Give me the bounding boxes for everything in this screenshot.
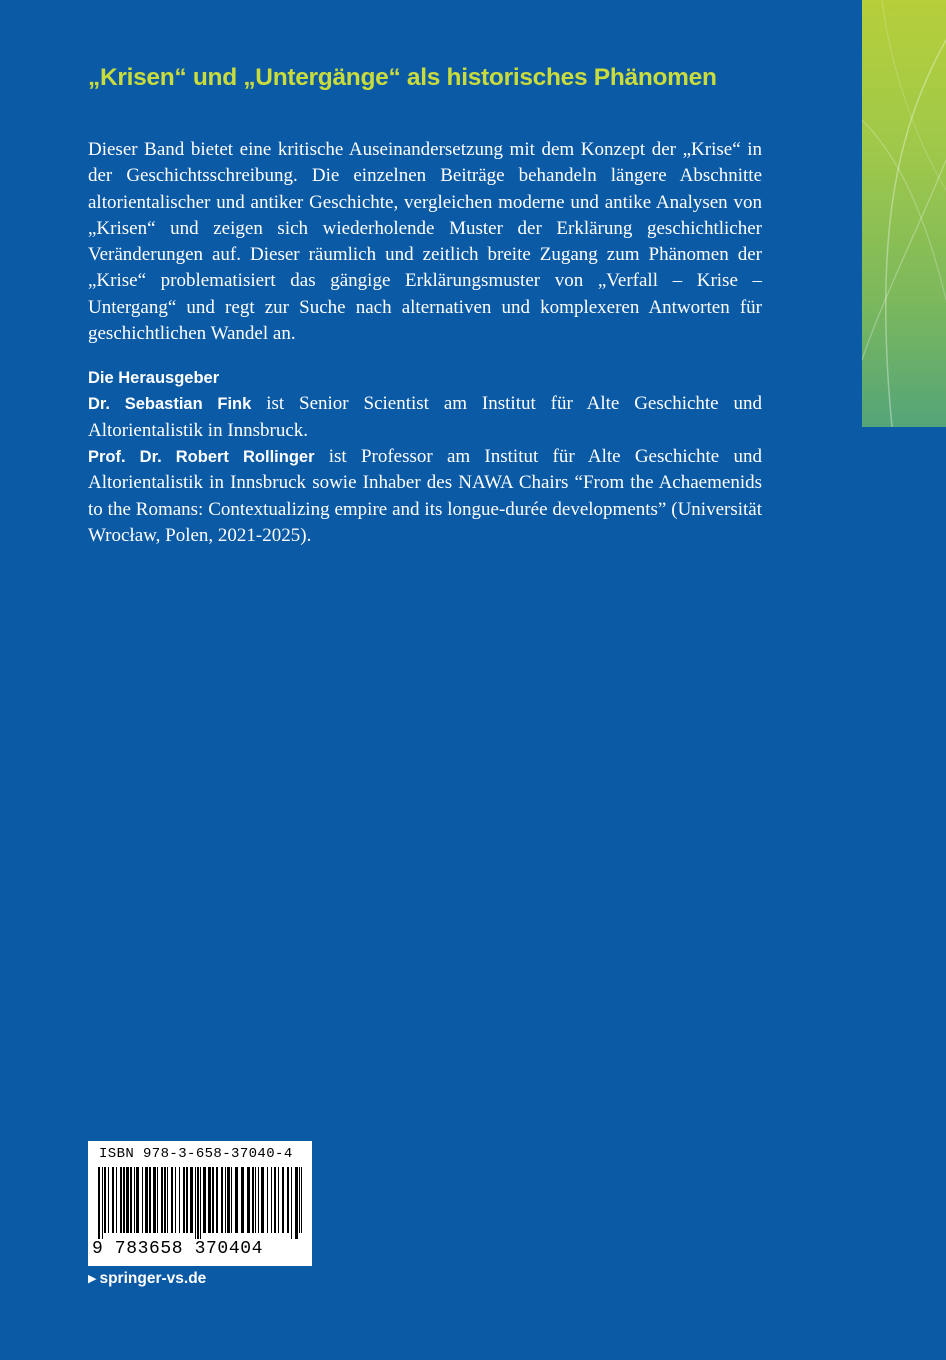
barcode-bar: [291, 1167, 292, 1239]
editor-bio: ist Professor am Institut für Alte Geschichte und Altorientalistik in Innsbruck sowie Inhaber des NAWA Chairs “From the Achaemenids to the Romans: Contextualizing empire and its longue-durée developments” (Universität Wrocław, Polen, 2021-2025).: [88, 445, 762, 546]
barcode-bar: [255, 1167, 256, 1233]
barcode-bar: [241, 1167, 244, 1233]
barcode-bar: [108, 1167, 109, 1233]
barcode-bar: [287, 1167, 289, 1233]
barcode-bar: [179, 1167, 180, 1233]
editor-bio: ist Senior Scientist am Institut für Alte Geschichte und Altorientalistik in Innsbruck.: [88, 393, 762, 441]
barcode-bar: [123, 1167, 125, 1233]
decorative-green-strip: [862, 0, 946, 427]
barcode-bar: [295, 1167, 298, 1239]
publisher-url: springer-vs.de: [99, 1270, 207, 1287]
barcode-bar: [161, 1167, 163, 1233]
barcode-bar: [116, 1167, 117, 1233]
editor-name: Dr. Sebastian Fink: [88, 395, 252, 414]
book-heading: „Krisen“ und „Untergänge“ als historisches Phänomen: [88, 64, 717, 91]
barcode-bar: [299, 1167, 300, 1233]
barcode-bar: [258, 1167, 259, 1233]
arrow-icon: ▶: [88, 1273, 97, 1285]
barcode-bar: [274, 1167, 276, 1233]
barcode-bar: [267, 1167, 268, 1233]
editor-entry: [88, 444, 762, 549]
book-description: Dieser Band bietet eine kritische Auseinandersetzung mit dem Konzept der „Krise“ in der Geschichtsschreibung. Die einzelnen Beiträge behandeln längere Abschnitte altorientalischer und antiker Geschichte, vergleichen moderne und antike Analysen von „Krisen“ und zeigen sich wiederholende Muster der Erklärung geschichtlicher Veränderungen auf. Dieser räumlich und zeitlich breite Zugang zum Phänomen der „Krise“ problematisiert das gängige Erklärungsmuster von „Verfall – Krise – Untergang“ und regt zur Suche nach alternativen und komplexeren Antworten für geschichtlichen Wandel an.: [88, 139, 762, 345]
barcode-bar: [247, 1167, 250, 1233]
barcode-bar: [126, 1167, 129, 1233]
barcode-bar: [200, 1167, 201, 1239]
publisher-link[interactable]: [88, 1270, 206, 1288]
barcode-bar: [186, 1167, 188, 1233]
barcode-bar: [235, 1167, 238, 1233]
barcode-bar: [195, 1167, 196, 1239]
barcode-digits: 9 783658 370404: [92, 1239, 264, 1259]
barcode-bar: [102, 1167, 103, 1239]
barcode-bar: [142, 1167, 143, 1233]
isbn-barcode-box: [88, 1141, 312, 1266]
barcode-bar: [225, 1167, 226, 1233]
barcode-bar: [145, 1167, 148, 1233]
barcode-bar: [120, 1167, 122, 1233]
editor-name: Prof. Dr. Robert Rollinger: [88, 447, 315, 466]
editor-entry: [88, 391, 762, 444]
barcode-bar: [271, 1167, 272, 1233]
barcode-bar: [227, 1167, 230, 1233]
barcode-bar: [136, 1167, 139, 1233]
barcode-bar: [153, 1167, 156, 1233]
barcode-bar: [197, 1167, 199, 1239]
barcode-bar: [208, 1167, 211, 1233]
barcode-bar: [212, 1167, 214, 1233]
barcode-bar: [164, 1167, 166, 1233]
barcode-bar: [203, 1167, 206, 1233]
barcode-bar: [183, 1167, 185, 1233]
barcode-bar: [130, 1167, 132, 1233]
barcode-bar: [278, 1167, 279, 1233]
back-cover-text: [88, 137, 762, 549]
barcode-bar: [171, 1167, 173, 1233]
barcode-bar: [175, 1167, 176, 1233]
barcode-bar: [261, 1167, 264, 1233]
barcode-bars: [98, 1167, 302, 1239]
barcode-bar: [301, 1167, 302, 1233]
barcode-bar: [221, 1167, 223, 1233]
editors-title: Die Herausgeber: [88, 369, 220, 388]
barcode-bar: [252, 1167, 254, 1233]
barcode-bar: [282, 1167, 284, 1233]
barcode-bar: [216, 1167, 218, 1233]
barcode-bar: [157, 1167, 158, 1233]
barcode-bar: [112, 1167, 114, 1233]
barcode-bar: [167, 1167, 168, 1233]
barcode-bar: [104, 1167, 106, 1233]
barcode-bar: [134, 1167, 135, 1233]
barcode-bar: [231, 1167, 232, 1233]
decorative-curves: [862, 0, 946, 427]
barcode-bar: [98, 1167, 100, 1239]
barcode-bar: [190, 1167, 193, 1233]
isbn-label: ISBN 978-3-658-37040-4: [99, 1146, 293, 1162]
barcode-bar: [149, 1167, 151, 1233]
